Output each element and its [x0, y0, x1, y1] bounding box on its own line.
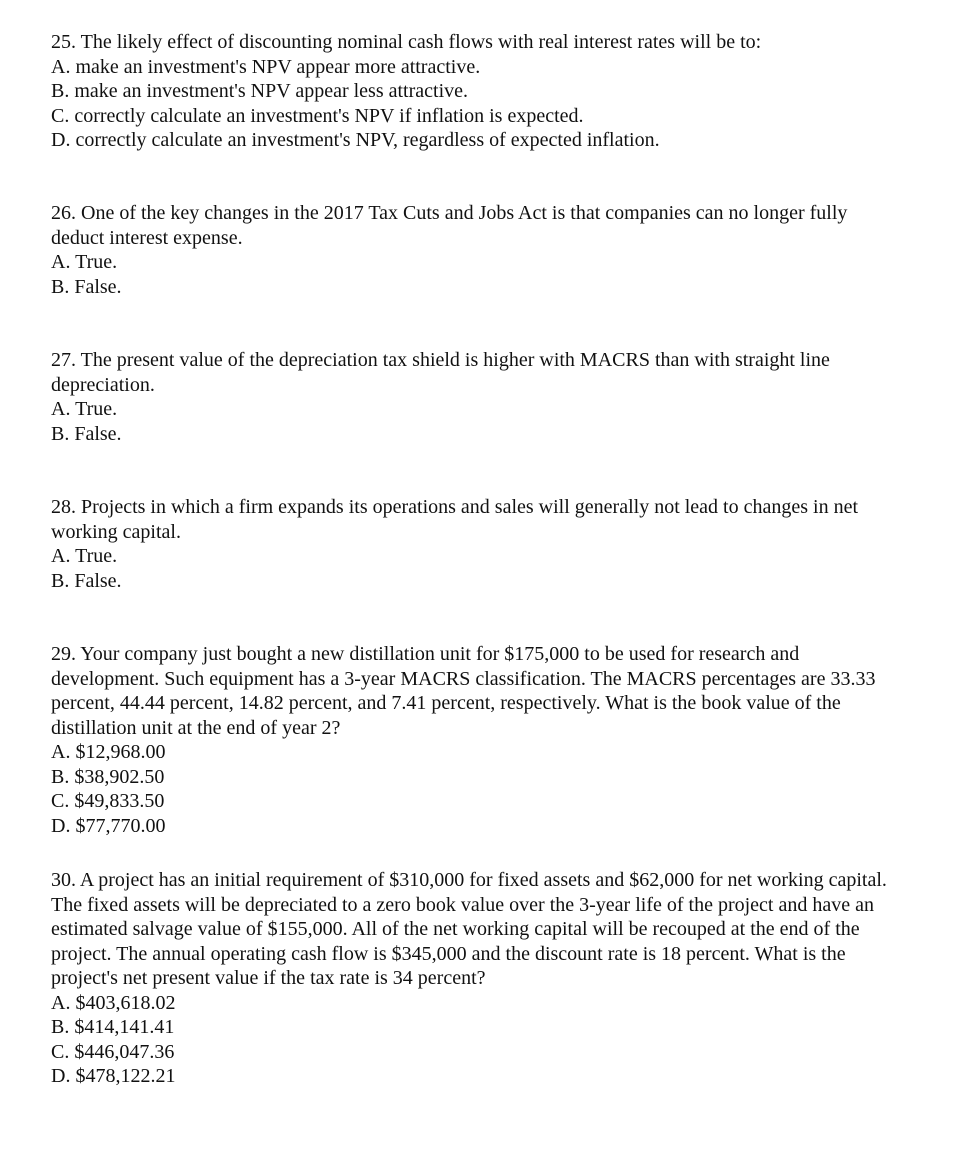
answer-option-a: A. $403,618.02: [51, 991, 176, 1014]
question-stem: 27. The present value of the depreciation tax shield is higher with MACRS than with straight line depreciation.: [51, 349, 830, 396]
answer-options: [51, 740, 901, 838]
answer-options: [51, 55, 901, 153]
question-28: [51, 495, 901, 593]
answer-option-c: C. $446,047.36: [51, 1040, 175, 1063]
question-stem: 29. Your company just bought a new distillation unit for $175,000 to be used for research and development. Such equipment has a 3-year MACRS classification. The MACRS percentages are 33.33 percent, 44.44 percent, 14.82 percent, and 7.41 percent, respectively. What is the book value of the distillation unit at the end of year 2?: [51, 643, 876, 739]
answer-option-c: C. $49,833.50: [51, 790, 165, 812]
answer-options: [51, 544, 901, 593]
question-stem: 25. The likely effect of discounting nominal cash flows with real interest rates will be to:: [51, 31, 762, 53]
answer-option-c: C. correctly calculate an investment's NPV if inflation is expected.: [51, 104, 584, 127]
question-stem: 30. A project has an initial requirement of $310,000 for fixed assets and $62,000 for net working capital. The fixed assets will be depreciated to a zero book value over the 3-year life of the project and have an estimated salvage value of $155,000. All of the net working capital will be recouped at the end of the project. The annual operating cash flow is $345,000 and the discount rate is 18 percent. What is the project's net present value if the tax rate is 34 percent?: [51, 869, 887, 989]
answer-option-a: A. True.: [51, 398, 118, 420]
answer-option-a: A. True.: [51, 545, 118, 567]
answer-option-d: D. correctly calculate an investment's NPV, regardless of expected inflation.: [51, 129, 660, 151]
answer-option-d: D. $478,122.21: [51, 1065, 176, 1087]
answer-option-b: B. False.: [51, 422, 122, 445]
question-29: [51, 642, 901, 838]
answer-options: [51, 250, 901, 299]
question-stem: 26. One of the key changes in the 2017 Tax Cuts and Jobs Act is that companies can no longer fully deduct interest expense.: [51, 202, 848, 249]
answer-option-a: A. True.: [51, 251, 118, 273]
answer-option-d: D. $77,770.00: [51, 814, 166, 837]
question-stem: 28. Projects in which a firm expands its operations and sales will generally not lead to changes in net working capital.: [51, 496, 859, 543]
answer-option-b: B. $38,902.50: [51, 765, 165, 788]
question-25: [51, 30, 901, 153]
answer-option-a: A. make an investment's NPV appear more attractive.: [51, 55, 481, 78]
answer-options: [51, 397, 901, 446]
answer-option-b: B. $414,141.41: [51, 1016, 175, 1038]
answer-option-b: B. False.: [51, 569, 122, 592]
answer-options: [51, 991, 901, 1089]
answer-option-b: B. False.: [51, 275, 122, 298]
answer-option-a: A. $12,968.00: [51, 741, 166, 763]
question-30: [51, 868, 901, 1089]
question-26: [51, 201, 901, 299]
answer-option-b: B. make an investment's NPV appear less attractive.: [51, 80, 469, 102]
question-27: [51, 348, 901, 446]
